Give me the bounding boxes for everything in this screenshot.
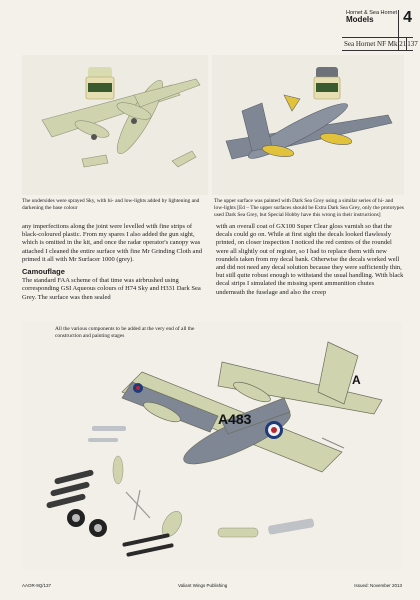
wheel-hub xyxy=(94,524,102,532)
photo-caption-upper-surface: The upper surface was painted with Dark Sea Grey using a similar series of hi- and low-lights [Ed – The upper surfaces should be Extra Dark Sea Grey, only the prototypes used Dark Sea Grey, but Special Hobby have this wrong in their instructions] xyxy=(214,198,404,218)
body-paragraph: any imperfections along the joint were levelled with fine strips of black-coloured plastic. From my spares I also added the gun sight, which is omitted in the kit, and once the radar operator's canopy was attached I cleaned the entire surface with fine Mr Grinding Cloth and primed it all with Mr Surfacer 1000 (grey). xyxy=(22,223,202,263)
photo-components xyxy=(22,322,402,569)
body-paragraph: The standard FAA scheme of that time was airbrushed using corresponding GSI Aqueous colours of H74 Sky and H331 Dark Sea Grey. The surface was then sealed xyxy=(22,277,201,301)
drop-tank xyxy=(92,426,126,431)
panel xyxy=(268,518,315,535)
header-series: Hornet & Sea Hornet xyxy=(346,10,398,16)
paint-pot-label xyxy=(88,83,112,92)
drop-tank xyxy=(88,438,118,442)
wheel xyxy=(91,134,97,140)
sea-hornet-upper xyxy=(226,95,392,165)
photo-underside xyxy=(22,55,208,195)
footer-publisher: Valiant Wings Publishing xyxy=(178,583,228,588)
body-paragraph: with an overall coat of GX100 Super Clear gloss varnish so that the decals could go on. While at first sight the decals looked flawlessly printed, on closer inspection I noticed the red centres of the roundel were all slightly out of register, so I had to replace them with new roundels taken from my decal bank. Otherwise the decals worked well and did not need any decal solution because they were sufficiently thin, but still quite robust enough to withstand the usual handling. With black decal strips I simulated the missing spent ammunition chutes underneath the fuselage and also the creep xyxy=(216,223,404,296)
sea-hornet-model xyxy=(122,342,382,473)
photo-caption-underside: The undersides were sprayed Sky, with hi- and low-lights added by lightening and darkening the base colour xyxy=(22,198,200,211)
undercarriage-leg xyxy=(134,490,140,520)
section-heading: Camouflage xyxy=(22,267,65,277)
text-column-left xyxy=(22,223,208,302)
photo-upper-surface xyxy=(212,55,404,195)
page-number: 137 xyxy=(407,40,418,48)
running-header xyxy=(346,9,412,26)
spinner xyxy=(113,456,123,484)
upper-surface-model-image xyxy=(212,55,404,195)
photo-caption-components: All the various components to be added at the very end of all the construction and painting stages xyxy=(55,326,195,339)
page-footer xyxy=(22,583,402,591)
header-title-bar xyxy=(342,37,418,51)
footer-left: AAOR-9Q/137 xyxy=(22,583,52,588)
serial-marking: A483 xyxy=(218,411,252,427)
propeller-blade xyxy=(126,543,174,557)
text-column-right xyxy=(216,223,404,297)
chapter-number: 4 xyxy=(403,9,412,26)
roundel-red xyxy=(136,386,140,390)
components-image xyxy=(22,322,402,569)
header-section: Models xyxy=(346,15,374,24)
undercarriage-leg xyxy=(126,492,150,518)
underside-model-image xyxy=(22,55,208,195)
wheel-hub xyxy=(72,514,80,522)
fuel-tank xyxy=(218,528,258,537)
propeller-blade xyxy=(122,533,170,547)
sea-hornet-underside xyxy=(42,76,200,167)
footer-issue: Issued: November 2013 xyxy=(354,583,402,588)
roundel-red xyxy=(271,427,277,433)
wheel xyxy=(131,118,137,124)
paint-pot-label xyxy=(316,83,338,92)
fuselage-code: A xyxy=(352,373,361,387)
header-title: Sea Hornet NF Mk 21 xyxy=(344,40,407,48)
